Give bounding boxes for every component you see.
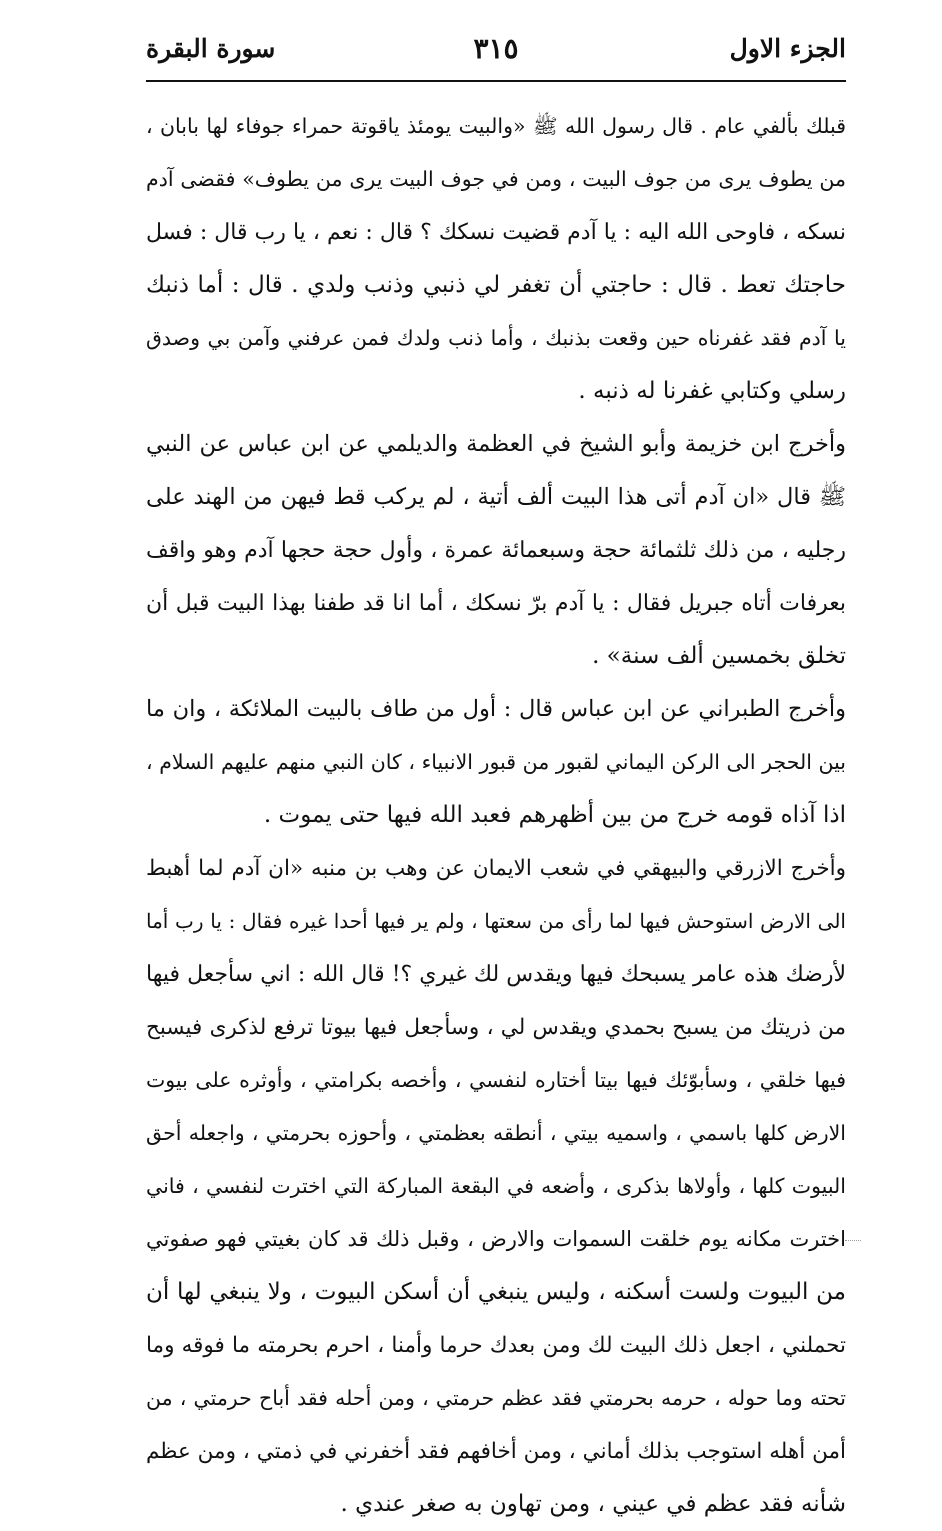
text-line: شأنه فقد عظم في عيني ، ومن تهاون به صغر عندي . bbox=[340, 1491, 846, 1517]
text-line: لأرضك هذه عامر يسبحك فيها ويقدس لك غيري ؟! قال الله : اني سأجعل فيها bbox=[146, 962, 846, 987]
text-line: من يطوف يرى من جوف البيت ، ومن في جوف البيت يرى من يطوف» فقضى آدم bbox=[146, 167, 846, 191]
text-line: قبلك بألفي عام . قال رسول الله ﷺ «والبيت يومئذ ياقوتة حمراء جوفاء لها بابان ، bbox=[146, 114, 846, 138]
text-line: رجليه ، من ذلك ثلثمائة حجة وسبعمائة عمرة ، وأول حجة حجها آدم وهو واقف bbox=[146, 538, 846, 563]
text-line: بين الحجر الى الركن اليماني لقبور من قبور الانبياء ، كان النبي منهم عليهم السلام ، bbox=[146, 750, 846, 774]
text-line: تحته وما حوله ، حرمه بحرمتي فقد عظم حرمتي ، ومن أحله فقد أباح حرمتي ، من bbox=[146, 1386, 846, 1410]
text-line: اخترت مكانه يوم خلقت السموات والارض ، وقبل ذلك قد كان بغيتي فهو صفوتي bbox=[146, 1227, 846, 1251]
text-line: يا آدم فقد غفرناه حين وقعت بذنبك ، وأما ذنب ولدك فمن عرفني وآمن بي وصدق bbox=[146, 326, 846, 350]
text-line: وأخرج الازرقي والبيهقي في شعب الايمان عن وهب بن منبه «ان آدم لما أهبط bbox=[146, 856, 846, 881]
text-line: بعرفات أتاه جبريل فقال : يا آدم برّ نسكك ، أما انا قد طفنا بهذا البيت قبل أن bbox=[146, 591, 846, 616]
page-speck bbox=[845, 1240, 861, 1243]
text-line: ﷺ قال «ان آدم أتى هذا البيت ألف أتية ، لم يركب قط فيهن من الهند على bbox=[146, 484, 846, 510]
text-line: من ذريتك من يسبح بحمدي ويقدس لي ، وسأجعل فيها بيوتا ترفع لذكرى فيسبح bbox=[146, 1015, 846, 1040]
text-line: وأخرج الطبراني عن ابن عباس قال : أول من طاف بالبيت الملائكة ، وان ما bbox=[146, 696, 846, 722]
text-line: من البيوت ولست أسكنه ، وليس ينبغي أن أسكن البيوت ، ولا ينبغي لها أن bbox=[146, 1279, 846, 1305]
text-line: أمن أهله استوجب بذلك أماني ، ومن أخافهم فقد أخفرني في ذمتي ، ومن عظم bbox=[146, 1439, 846, 1464]
text-line: البيوت كلها ، وأولاها بذكرى ، وأضعه في البقعة المباركة التي اخترت لنفسي ، فاني bbox=[146, 1174, 846, 1198]
text-line: تخلق بخمسين ألف سنة» . bbox=[592, 643, 846, 669]
text-line: رسلي وكتابي غفرنا له ذنبه . bbox=[578, 378, 846, 404]
text-line: اذا آذاه قومه خرج من بين أظهرهم فعبد الله فيها حتى يموت . bbox=[263, 802, 846, 828]
page-number: ٣١٥ bbox=[473, 32, 519, 65]
text-line: وأخرج ابن خزيمة وأبو الشيخ في العظمة والديلمي عن ابن عباس عن النبي bbox=[146, 431, 846, 457]
header-rule bbox=[146, 80, 846, 82]
running-header bbox=[146, 28, 846, 78]
text-line: الارض كلها باسمي ، واسميه بيتي ، أنطقه بعظمتي ، وأحوزه بحرمتي ، واجعله أحق bbox=[146, 1121, 846, 1145]
text-line: فيها خلقي ، وسأبوّئك فيها بيتا أختاره لنفسي ، وأخصه بكرامتي ، وأوثره على بيوت bbox=[146, 1068, 846, 1092]
body-text bbox=[146, 100, 846, 1531]
text-line: الى الارض استوحش فيها لما رأى من سعتها ، ولم ير فيها أحدا غيره فقال : يا رب أما bbox=[146, 909, 846, 933]
text-line: تحملني ، اجعل ذلك البيت لك ومن بعدك حرما وأمنا ، احرم بحرمته ما فوقه وما bbox=[146, 1333, 846, 1358]
part-title: الجزء الاول bbox=[729, 34, 846, 63]
surah-title: سورة البقرة bbox=[146, 34, 276, 63]
text-line: نسكه ، فاوحى الله اليه : يا آدم قضيت نسكك ؟ قال : نعم ، يا رب قال : فسل bbox=[146, 220, 846, 245]
text-line: حاجتك تعط . قال : حاجتي أن تغفر لي ذنبي وذنب ولدي . قال : أما ذنبك bbox=[146, 272, 846, 298]
